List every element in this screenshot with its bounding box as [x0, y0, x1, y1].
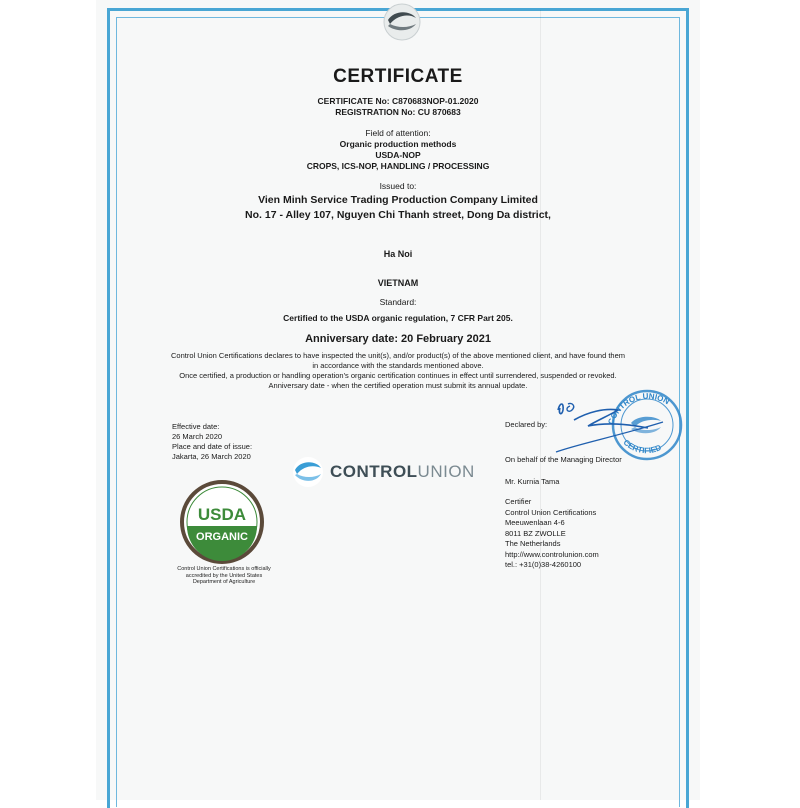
certifier-line: 8011 BZ ZWOLLE — [505, 528, 566, 538]
company-address: No. 17 - Alley 107, Nguyen Chi Thanh street, Dong Da district, — [245, 209, 551, 221]
field-line: CROPS, ICS-NOP, HANDLING / PROCESSING — [306, 161, 490, 171]
issue-place-value: Jakarta, 26 March 2020 — [172, 452, 251, 461]
certifier-line: Certifier — [505, 497, 532, 506]
organic-seal-text: ORGANIC — [196, 531, 248, 543]
on-behalf-text: On behalf of the Managing Director — [505, 455, 622, 464]
certifier-line: tel.: +31(0)38-4260100 — [505, 560, 582, 569]
control-union-logo-icon — [292, 456, 324, 488]
field-line: Organic production methods — [339, 139, 457, 149]
stamp-top-text: CONTROL UNION — [606, 391, 671, 426]
issued-label: Issued to: — [379, 181, 417, 191]
company-block — [116, 193, 680, 223]
signatory-name: Mr. Kurnia Tama — [505, 477, 560, 486]
company-name: Vien Minh Service Trading Production Company Limited — [258, 194, 538, 206]
registration-number: REGISTRATION No: CU 870683 — [335, 107, 461, 117]
declared-by-label: Declared by: — [505, 420, 548, 429]
declaration-line: Control Union Certifications declares to have inspected the unit(s), and/or product(s) of the above mentioned client, and have found them — [170, 351, 625, 360]
stamp-bottom-text: CERTIFIED — [621, 437, 663, 456]
control-union-logo — [292, 456, 475, 488]
field-line: USDA-NOP — [375, 150, 421, 160]
declaration-line: Anniversary date - when the certified operation must submit its annual update. — [268, 381, 528, 390]
certifier-line: http://www.controlunion.com — [505, 549, 599, 559]
anniversary-date: Anniversary date: 20 February 2021 — [305, 333, 491, 345]
certificate-title: CERTIFICATE — [333, 66, 463, 87]
wordmark-union: UNION — [417, 462, 475, 481]
certifier-line: The Netherlands — [505, 539, 561, 548]
issue-place-label: Place and date of issue: — [172, 442, 253, 451]
certifier-line: Meeuwenlaan 4-6 — [505, 518, 565, 527]
dates-block — [172, 422, 252, 462]
declaration-line: Once certified, a production or handling operation's organic certification continues in effect until surrendered, suspended or revoked. — [179, 371, 617, 380]
usda-organic-seal — [180, 480, 264, 564]
signature-mark — [548, 392, 668, 462]
certificate-number: CERTIFICATE No: C870683NOP-01.2020 — [317, 96, 479, 106]
effective-date-value: 26 March 2020 — [172, 432, 223, 441]
certifier-address — [505, 497, 599, 571]
field-label: Field of attention: — [365, 128, 431, 138]
control-union-emblem-icon — [380, 2, 424, 42]
wordmark-control: CONTROL — [330, 462, 418, 481]
certifier-line: Control Union Certifications — [505, 507, 597, 517]
standard-text: Certified to the USDA organic regulation, 7 CFR Part 205. — [283, 313, 513, 323]
usda-seal-text: USDA — [197, 505, 247, 524]
declaration-line: in accordance with the standards mentioned above. — [312, 361, 484, 370]
company-city: Ha Noi — [383, 249, 413, 259]
effective-date-label: Effective date: — [172, 422, 220, 431]
field-of-attention — [116, 139, 680, 172]
standard-label: Standard: — [379, 297, 417, 307]
company-country: VIETNAM — [377, 278, 419, 288]
control-union-wordmark — [330, 462, 475, 482]
usda-accreditation-note: Control Union Certifications is officially accredited by the United States Department of Agriculture — [177, 566, 271, 585]
